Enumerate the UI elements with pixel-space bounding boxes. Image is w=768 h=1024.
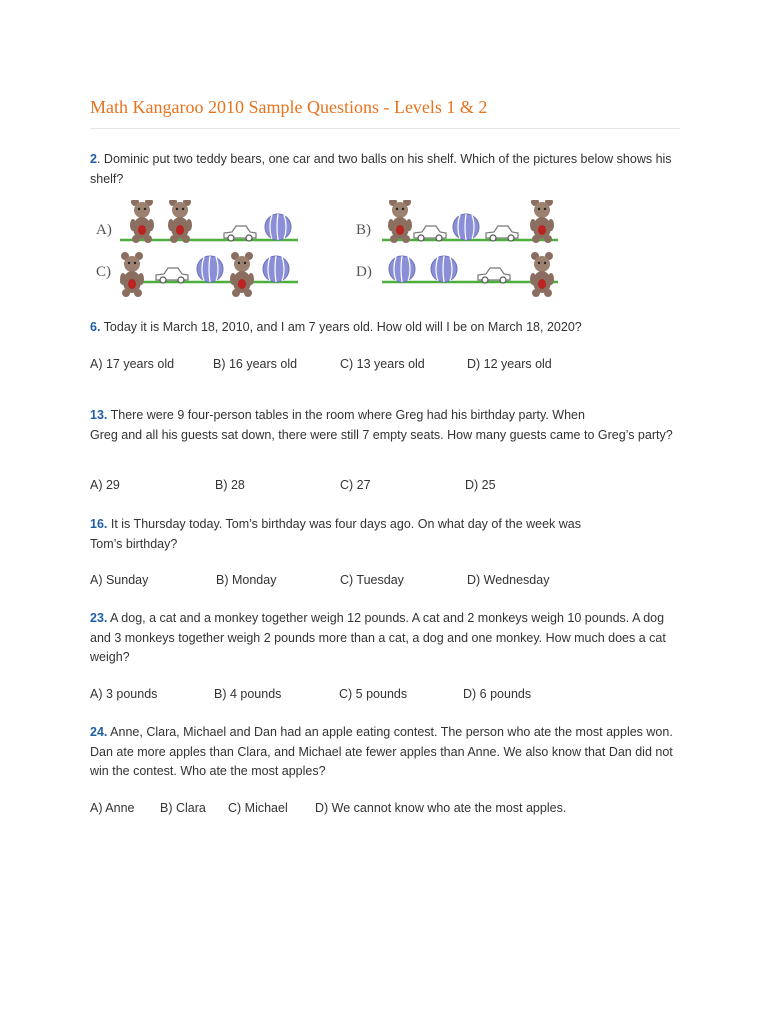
- answer-b: B) Monday: [216, 573, 277, 587]
- answer-c: C) 5 pounds: [339, 687, 408, 701]
- title-divider: [90, 128, 680, 129]
- page-title: Math Kangaroo 2010 Sample Questions - Levels 1 & 2: [90, 97, 488, 117]
- answer-d: D) We cannot know who ate the most apples.: [315, 801, 567, 815]
- answer-b: B) Clara: [160, 801, 206, 815]
- answer-choices: [90, 573, 690, 593]
- answer-d: D) 25: [465, 478, 496, 492]
- question-text: Tom’s birthday?: [90, 536, 178, 551]
- question-number: 16.: [90, 517, 108, 531]
- answer-choices: [90, 687, 690, 707]
- teddy-bear-icon: [388, 200, 412, 243]
- answer-c: C) 13 years old: [340, 357, 425, 371]
- teddy-bear-icon: [168, 200, 192, 243]
- answer-a: A) Anne: [90, 801, 135, 815]
- shelf-pictures: [90, 200, 570, 300]
- ball-icon: [265, 214, 291, 240]
- question-16: [90, 515, 680, 554]
- answer-a: A) 3 pounds: [90, 687, 158, 701]
- question-text: A dog, a cat and a monkey together weigh 12 pounds. A cat and 2 monkeys weigh 10 pounds. A dog and 3 monkeys together weigh 2 pounds more than a cat, a dog and one monkey. How much does a cat weigh?: [90, 611, 666, 664]
- teddy-bear-icon: [530, 200, 554, 243]
- answer-a: A) 29: [90, 478, 120, 492]
- ball-icon: [389, 256, 415, 282]
- answer-choices: [90, 478, 690, 498]
- question-text: Anne, Clara, Michael and Dan had an apple eating contest. The person who ate the most apples won. Dan ate more apples than Clara, and Michael ate fewer apples than Anne. We also know that Dan did not win the contest. Who ate the most apples?: [90, 725, 673, 778]
- question-text: It is Thursday today. Tom’s birthday was four days ago. On what day of the week was: [107, 517, 582, 531]
- option-a-label: A): [96, 222, 112, 238]
- answer-a: A) Sunday: [90, 573, 149, 587]
- ball-icon: [263, 256, 289, 282]
- question-2: 2. Dominic put two teddy bears, one car and two balls on his shelf. Which of the pictures below shows his shelf?: [90, 152, 672, 186]
- question-text: Today it is March 18, 2010, and I am 7 years old. How old will I be on March 18, 2020?: [100, 320, 582, 334]
- answer-c: C) 27: [340, 478, 371, 492]
- ball-icon: [197, 256, 223, 282]
- ball-icon: [453, 214, 479, 240]
- question-number: 13.: [90, 408, 108, 422]
- option-b-label: B): [356, 222, 371, 238]
- answer-a: A) 17 years old: [90, 357, 175, 371]
- question-number: 24.: [90, 725, 108, 739]
- answer-d: D) 12 years old: [467, 357, 552, 371]
- question-text: Greg and all his guests sat down, there were still 7 empty seats. How many guests came to Greg’s party?: [90, 427, 673, 442]
- question-23: [90, 609, 680, 668]
- answer-choices: [90, 801, 690, 821]
- question-text: Dominic put two teddy bears, one car and two balls on his shelf. Which of the pictures below shows his shelf?: [90, 152, 672, 186]
- answer-d: D) Wednesday: [467, 573, 550, 587]
- teddy-bear-icon: [230, 252, 254, 297]
- ball-icon: [431, 256, 457, 282]
- answer-b: B) 4 pounds: [214, 687, 282, 701]
- answer-b: B) 28: [215, 478, 245, 492]
- question-number: 6.: [90, 320, 101, 334]
- question-13: [90, 406, 680, 445]
- teddy-bear-icon: [130, 200, 154, 243]
- option-c-label: C): [96, 264, 111, 280]
- question-text: There were 9 four-person tables in the room where Greg had his birthday party. When: [107, 408, 585, 422]
- answer-choices: [90, 357, 690, 377]
- question-number: 23.: [90, 611, 108, 625]
- answer-c: C) Michael: [228, 801, 288, 815]
- answer-c: C) Tuesday: [340, 573, 404, 587]
- answer-b: B) 16 years old: [213, 357, 298, 371]
- question-6: [90, 318, 680, 338]
- option-d-label: D): [356, 264, 372, 280]
- question-number: 2: [90, 152, 97, 166]
- question-24: [90, 723, 680, 782]
- teddy-bear-icon: [530, 252, 554, 297]
- teddy-bear-icon: [120, 252, 144, 297]
- answer-d: D) 6 pounds: [463, 687, 532, 701]
